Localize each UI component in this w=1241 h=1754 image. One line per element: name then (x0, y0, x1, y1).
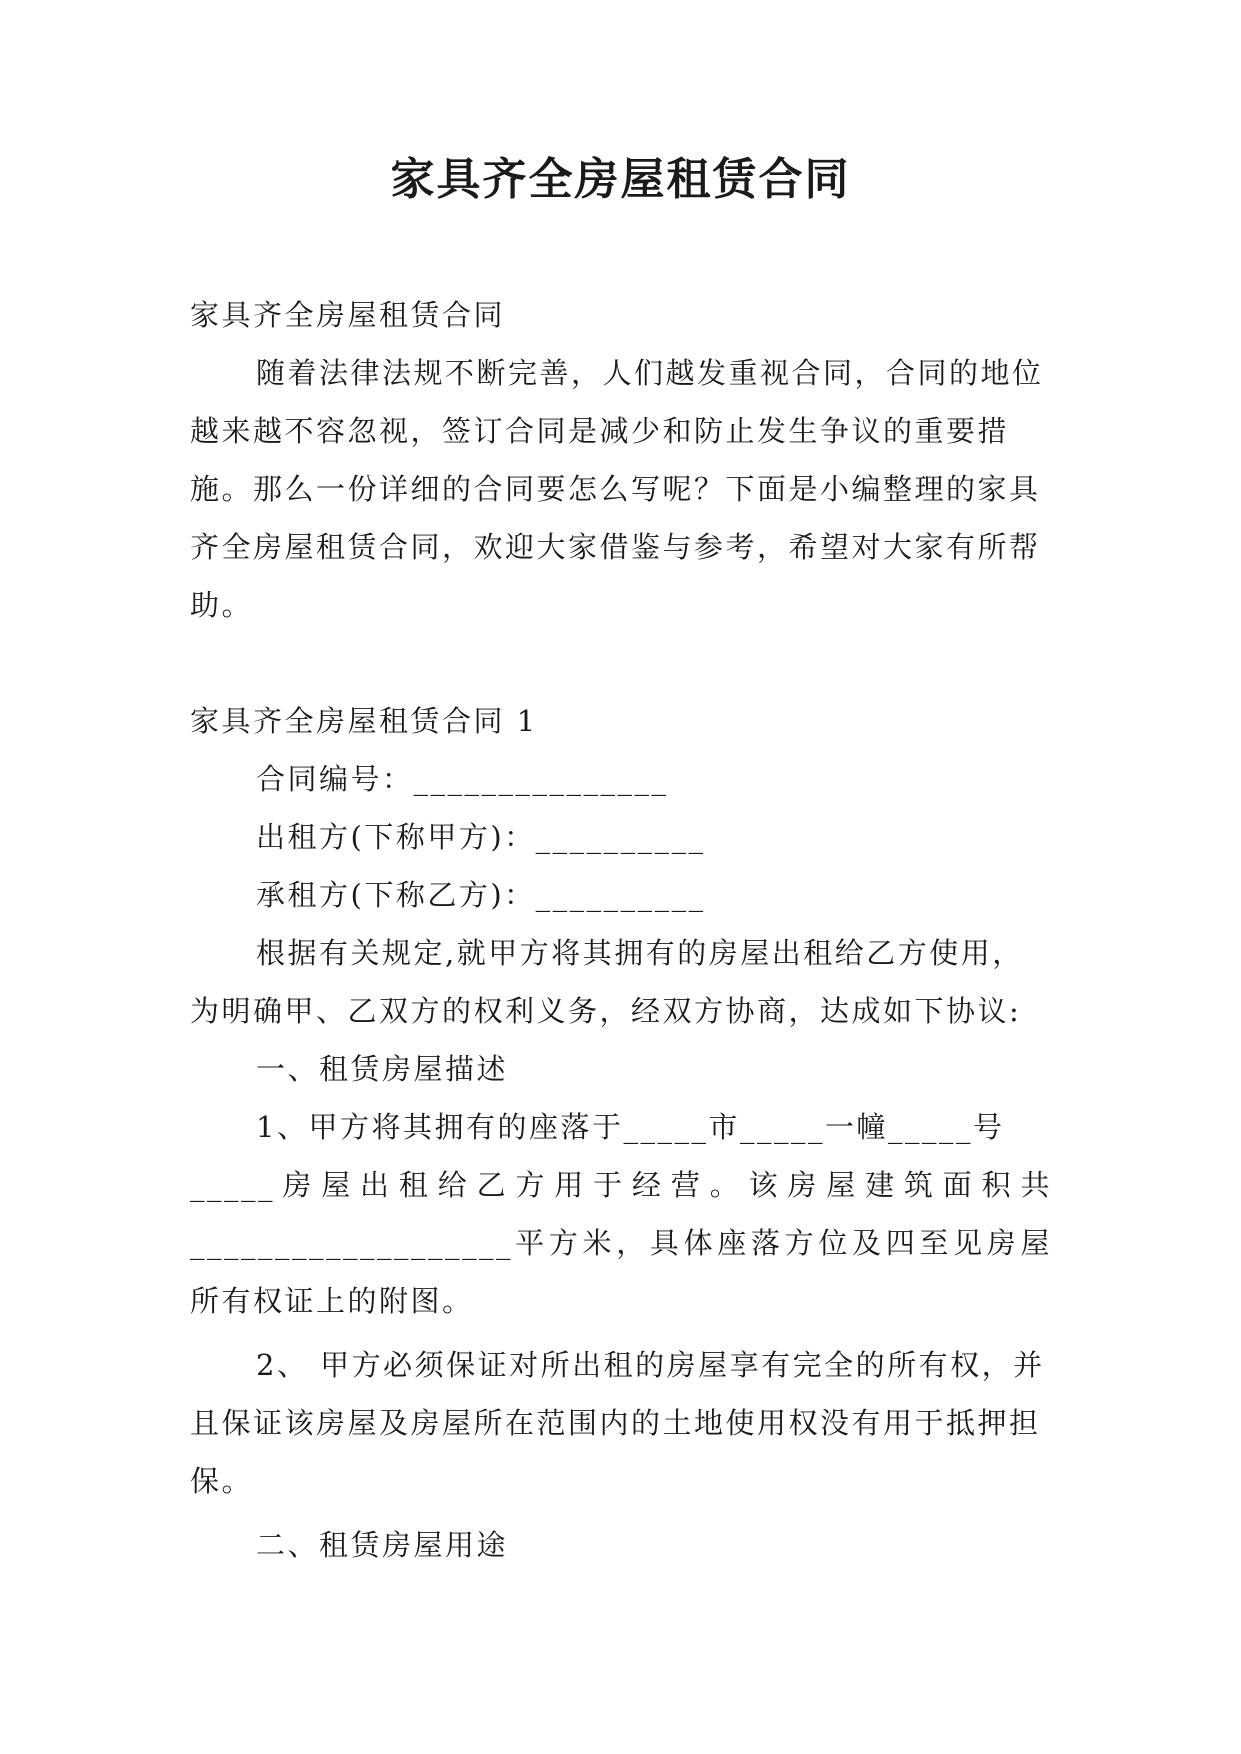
section-title: 家具齐全房屋租赁合同 1 (190, 704, 538, 738)
document-body (190, 286, 1052, 1574)
document-subtitle: 家具齐全房屋租赁合同 (190, 298, 506, 332)
lessee-line: 承租方(下称乙方)：__________ (256, 878, 706, 912)
clause-1-line-1: 1、甲方将其拥有的座落于_____市_____一幢_____号 (256, 1110, 1005, 1144)
clause-2-paragraph: 2、 甲方必须保证对所出租的房屋享有完全的所有权，并且保证该房屋及房屋所在范围内的土地使用权没有用于抵押担保。 (190, 1348, 1045, 1498)
clause-1-line-4: 所有权证上的附图。 (190, 1284, 474, 1318)
document-title: 家具齐全房屋租赁合同 (390, 154, 851, 205)
heading-2: 二、租赁房屋用途 (256, 1528, 509, 1562)
intro-paragraph: 随着法律法规不断完善，人们越发重视合同，合同的地位越来越不容忽视，签订合同是减少和防止发生争议的重要措施。那么一份详细的合同要怎么写呢？下面是小编整理的家具齐全房屋租赁合同，欢迎大家借鉴与参考，希望对大家有所帮助。 (190, 356, 1044, 622)
spacer (190, 634, 1052, 692)
heading-1: 一、租赁房屋描述 (256, 1052, 509, 1086)
clause-1-line-2: _____房屋出租给乙方用于经营。该房屋建筑面积共 (190, 1168, 1052, 1202)
lessor-line: 出租方(下称甲方)：__________ (256, 820, 706, 854)
preamble-paragraph: 根据有关规定,就甲方将其拥有的房屋出租给乙方使用，为明确甲、乙双方的权利义务，经双方协商，达成如下协议: (190, 936, 1024, 1028)
contract-number-line: 合同编号：_______________ (256, 762, 669, 796)
clause-1-line-3: ___________________平方米，具体座落方位及四至见房屋 (190, 1226, 1052, 1260)
